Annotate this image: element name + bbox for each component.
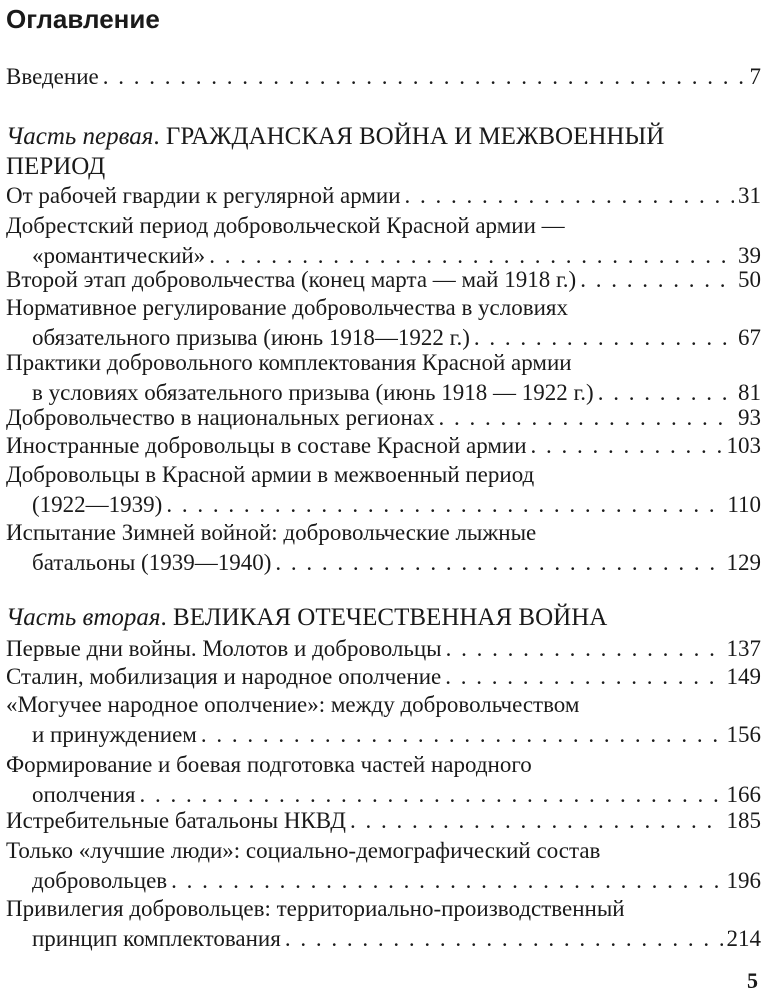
toc-entry[interactable] [6, 403, 761, 433]
part2-label: Часть вторая [6, 604, 161, 631]
leader-dots [580, 265, 734, 295]
entry-page: 110 [727, 492, 761, 517]
entry-page: 129 [726, 550, 761, 575]
entry-text: принцип комплектования [32, 926, 281, 951]
toc-entry[interactable] [6, 806, 761, 836]
part1-title-line2: ПЕРИОД [6, 153, 106, 180]
toc-entry[interactable] [6, 690, 761, 750]
entry-page: 149 [726, 664, 761, 689]
entry-text-line1: Формирование и боевая подготовка частей народного [6, 752, 532, 777]
entry-text-line1: Только «лучшие люди»: социально-демографический состав [6, 838, 601, 863]
part1-heading [6, 122, 756, 182]
toc-entry[interactable] [6, 662, 761, 692]
entry-text: Первые дни войны. Молотов и добровольцы [6, 636, 442, 661]
entry-text: Иностранные добровольцы в составе Красной армии [6, 433, 527, 458]
toc-entry[interactable] [6, 518, 761, 578]
entry-page: 214 [726, 926, 761, 951]
leader-dots [531, 431, 723, 461]
entry-page: 156 [726, 722, 761, 747]
entry-text: Введение [6, 64, 99, 89]
entry-text-line1: Нормативное регулирование добровольчества в условиях [6, 295, 568, 320]
entry-text: «романтический» [32, 243, 206, 268]
entry-text: Сталин, мобилизация и народное ополчение [6, 664, 442, 689]
entry-text: Добровольчество в национальных регионах [6, 405, 435, 430]
entry-text: в условиях обязательного призыва (июнь 1918 — 1922 г.) [32, 380, 594, 405]
leader-dots [446, 634, 723, 664]
toc-entry[interactable] [6, 211, 761, 271]
toc-entry[interactable] [6, 634, 761, 664]
toc-heading: Оглавление [6, 4, 160, 34]
entry-page: 67 [738, 325, 761, 350]
entry-text: добровольцев [32, 868, 168, 893]
entry-text-line1: Добровольцы в Красной армии в межвоенный период [6, 462, 535, 487]
toc-entry[interactable] [6, 265, 761, 295]
entry-page: 103 [726, 433, 761, 458]
entry-page: 81 [738, 380, 761, 405]
entry-page: 7 [749, 64, 761, 89]
leader-dots [166, 490, 723, 520]
part2-title: . ВЕЛИКАЯ ОТЕЧЕСТВЕННАЯ ВОЙНА [160, 604, 608, 631]
part1-label: Часть первая [6, 123, 154, 150]
entry-page: 185 [726, 808, 761, 833]
entry-page: 137 [726, 636, 761, 661]
entry-page: 50 [738, 267, 761, 292]
entry-page: 166 [726, 782, 761, 807]
leader-dots [103, 62, 746, 92]
entry-text-line1: Испытание Зимней войной: добровольческие лыжные [6, 520, 537, 545]
leader-dots [285, 924, 723, 954]
entry-text-line1: Добрестский период добровольческой Красной армии — [6, 213, 565, 238]
toc-entry[interactable] [6, 293, 761, 353]
entry-text-line1: «Могучее народное ополчение»: между добровольчеством [6, 692, 580, 717]
entry-page: 196 [726, 868, 761, 893]
part2-heading [6, 603, 756, 633]
entry-page: 93 [738, 405, 761, 430]
leader-dots [438, 403, 734, 433]
toc-entry[interactable] [6, 348, 761, 408]
entry-text: обязательного призыва (июнь 1918—1922 г.) [32, 325, 470, 350]
toc-entry[interactable] [6, 181, 761, 211]
entry-text: Истребительные батальоны НКВД [6, 808, 346, 833]
toc-entry[interactable] [6, 750, 761, 810]
leader-dots [201, 720, 723, 750]
leader-dots [275, 548, 722, 578]
leader-dots [171, 866, 722, 896]
leader-dots [350, 806, 723, 836]
page-number: 5 [747, 968, 758, 993]
entry-text: Второй этап добровольчества (конец марта — май 1918 г.) [6, 267, 577, 292]
toc-entry[interactable] [6, 836, 761, 896]
part1-title: . ГРАЖДАНСКАЯ ВОЙНА И МЕЖВОЕННЫЙ [153, 123, 665, 150]
leader-dots [445, 662, 722, 692]
entry-text: От рабочей гвардии к регулярной армии [6, 183, 401, 208]
leader-dots [405, 181, 734, 211]
entry-text-line1: Практики добровольного комплектования Красной армии [6, 350, 572, 375]
toc-entry[interactable] [6, 894, 761, 954]
entry-text: и принуждением [32, 722, 197, 747]
toc-entry[interactable] [6, 460, 761, 520]
entry-text-line1: Привилегия добровольцев: территориально-производственный [6, 896, 625, 921]
entry-text: (1922—1939) [32, 492, 163, 517]
toc-entry-intro[interactable] [6, 62, 761, 92]
entry-page: 39 [738, 243, 761, 268]
entry-text: батальоны (1939—1940) [32, 550, 272, 575]
entry-text: ополчения [32, 782, 136, 807]
entry-page: 31 [738, 183, 761, 208]
toc-entry[interactable] [6, 431, 761, 461]
